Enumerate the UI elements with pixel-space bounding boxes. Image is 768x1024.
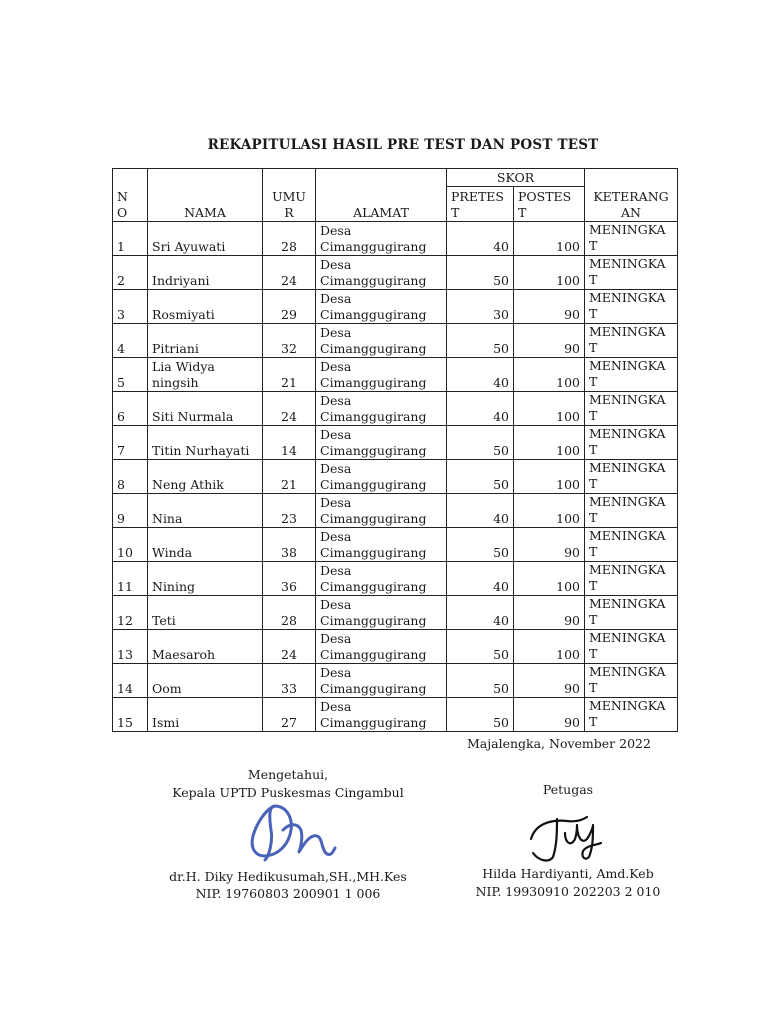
- cell-pretest: 50: [447, 528, 514, 562]
- left-signature-mark: [245, 800, 337, 864]
- cell-nama: Pitriani: [148, 324, 263, 358]
- cell-pretest: 50: [447, 630, 514, 664]
- cell-posttest: 100: [514, 494, 585, 528]
- cell-no: 1: [113, 222, 148, 256]
- table-row: [113, 562, 678, 596]
- cell-alamat: Desa Cimanggugirang: [316, 664, 447, 698]
- cell-nama: Sri Ayuwati: [148, 222, 263, 256]
- rekap-table: [112, 168, 678, 732]
- cell-alamat: Desa Cimanggugirang: [316, 290, 447, 324]
- cell-posttest: 100: [514, 358, 585, 392]
- cell-pretest: 50: [447, 460, 514, 494]
- right-sig-line1: Petugas: [542, 782, 594, 797]
- cell-nama: Siti Nurmala: [148, 392, 263, 426]
- cell-keterangan: MENINGKA T: [585, 698, 678, 732]
- table-row: [113, 494, 678, 528]
- cell-nama: Nining: [148, 562, 263, 596]
- cell-pretest: 40: [447, 562, 514, 596]
- cell-umur: 24: [263, 256, 316, 290]
- cell-posttest: 100: [514, 562, 585, 596]
- cell-no: 11: [113, 562, 148, 596]
- cell-umur: 38: [263, 528, 316, 562]
- cell-nama: Winda: [148, 528, 263, 562]
- cell-no: 15: [113, 698, 148, 732]
- cell-alamat: Desa Cimanggugirang: [316, 256, 447, 290]
- cell-nama: Oom: [148, 664, 263, 698]
- header-umur: UMU R: [263, 169, 316, 222]
- left-sig-line1: Mengetahui,: [247, 767, 329, 782]
- cell-posttest: 100: [514, 392, 585, 426]
- table-row: [113, 596, 678, 630]
- cell-no: 9: [113, 494, 148, 528]
- cell-no: 7: [113, 426, 148, 460]
- cell-umur: 28: [263, 596, 316, 630]
- cell-posttest: 90: [514, 324, 585, 358]
- cell-keterangan: MENINGKA T: [585, 528, 678, 562]
- cell-pretest: 40: [447, 494, 514, 528]
- cell-pretest: 50: [447, 426, 514, 460]
- cell-no: 2: [113, 256, 148, 290]
- cell-posttest: 90: [514, 596, 585, 630]
- cell-keterangan: MENINGKA T: [585, 562, 678, 596]
- cell-alamat: Desa Cimanggugirang: [316, 324, 447, 358]
- cell-nama: Teti: [148, 596, 263, 630]
- cell-posttest: 90: [514, 528, 585, 562]
- cell-umur: 27: [263, 698, 316, 732]
- header-no: N O: [113, 169, 148, 222]
- cell-no: 12: [113, 596, 148, 630]
- table-row: [113, 358, 678, 392]
- table-row: [113, 664, 678, 698]
- header-alamat: ALAMAT: [316, 169, 447, 222]
- header-nama: NAMA: [148, 169, 263, 222]
- cell-umur: 28: [263, 222, 316, 256]
- table-row: [113, 426, 678, 460]
- table-row: [113, 698, 678, 732]
- table-row: [113, 528, 678, 562]
- cell-alamat: Desa Cimanggugirang: [316, 630, 447, 664]
- cell-keterangan: MENINGKA T: [585, 256, 678, 290]
- cell-nama: Neng Athik: [148, 460, 263, 494]
- cell-no: 4: [113, 324, 148, 358]
- cell-umur: 21: [263, 358, 316, 392]
- header-posttest: POSTES T: [514, 187, 585, 222]
- cell-pretest: 40: [447, 222, 514, 256]
- right-signature-mark: [527, 805, 603, 865]
- cell-umur: 23: [263, 494, 316, 528]
- cell-nama: Lia Widya ningsih: [148, 358, 263, 392]
- cell-keterangan: MENINGKA T: [585, 664, 678, 698]
- cell-posttest: 100: [514, 426, 585, 460]
- cell-alamat: Desa Cimanggugirang: [316, 562, 447, 596]
- table-row: [113, 256, 678, 290]
- table-row: [113, 290, 678, 324]
- cell-pretest: 50: [447, 256, 514, 290]
- cell-pretest: 40: [447, 596, 514, 630]
- header-pretest: PRETES T: [447, 187, 514, 222]
- cell-pretest: 30: [447, 290, 514, 324]
- cell-keterangan: MENINGKA T: [585, 290, 678, 324]
- cell-keterangan: MENINGKA T: [585, 222, 678, 256]
- left-sig-nip: NIP. 19760803 200901 1 006: [195, 886, 381, 901]
- table-row: [113, 324, 678, 358]
- header-keterangan: KETERANG AN: [585, 169, 678, 222]
- cell-alamat: Desa Cimanggugirang: [316, 698, 447, 732]
- cell-nama: Indriyani: [148, 256, 263, 290]
- cell-keterangan: MENINGKA T: [585, 324, 678, 358]
- cell-umur: 21: [263, 460, 316, 494]
- cell-alamat: Desa Cimanggugirang: [316, 494, 447, 528]
- cell-alamat: Desa Cimanggugirang: [316, 358, 447, 392]
- cell-alamat: Desa Cimanggugirang: [316, 222, 447, 256]
- cell-umur: 24: [263, 630, 316, 664]
- cell-umur: 24: [263, 392, 316, 426]
- cell-keterangan: MENINGKA T: [585, 426, 678, 460]
- right-sig-nip: NIP. 19930910 202203 2 010: [475, 884, 661, 899]
- cell-posttest: 90: [514, 698, 585, 732]
- document-title: REKAPITULASI HASIL PRE TEST DAN POST TEST: [207, 137, 599, 153]
- cell-alamat: Desa Cimanggugirang: [316, 528, 447, 562]
- cell-alamat: Desa Cimanggugirang: [316, 392, 447, 426]
- cell-nama: Maesaroh: [148, 630, 263, 664]
- cell-keterangan: MENINGKA T: [585, 358, 678, 392]
- cell-umur: 36: [263, 562, 316, 596]
- cell-nama: Rosmiyati: [148, 290, 263, 324]
- cell-posttest: 100: [514, 630, 585, 664]
- cell-nama: Ismi: [148, 698, 263, 732]
- cell-umur: 32: [263, 324, 316, 358]
- cell-no: 5: [113, 358, 148, 392]
- cell-posttest: 90: [514, 664, 585, 698]
- table-row: [113, 460, 678, 494]
- cell-no: 3: [113, 290, 148, 324]
- table-row: [113, 630, 678, 664]
- cell-keterangan: MENINGKA T: [585, 494, 678, 528]
- cell-alamat: Desa Cimanggugirang: [316, 596, 447, 630]
- cell-no: 10: [113, 528, 148, 562]
- cell-posttest: 100: [514, 222, 585, 256]
- cell-nama: Nina: [148, 494, 263, 528]
- table-row: [113, 392, 678, 426]
- left-sig-name: dr.H. Diky Hedikusumah,SH.,MH.Kes: [169, 869, 407, 884]
- cell-no: 6: [113, 392, 148, 426]
- cell-alamat: Desa Cimanggugirang: [316, 426, 447, 460]
- place-date: Majalengka, November 2022: [467, 736, 651, 751]
- cell-no: 14: [113, 664, 148, 698]
- cell-umur: 29: [263, 290, 316, 324]
- cell-no: 13: [113, 630, 148, 664]
- cell-no: 8: [113, 460, 148, 494]
- cell-posttest: 90: [514, 290, 585, 324]
- right-sig-name: Hilda Hardiyanti, Amd.Keb: [482, 866, 654, 881]
- cell-posttest: 100: [514, 256, 585, 290]
- cell-alamat: Desa Cimanggugirang: [316, 460, 447, 494]
- cell-keterangan: MENINGKA T: [585, 596, 678, 630]
- cell-posttest: 100: [514, 460, 585, 494]
- cell-pretest: 50: [447, 664, 514, 698]
- cell-keterangan: MENINGKA T: [585, 460, 678, 494]
- left-sig-line2: Kepala UPTD Puskesmas Cingambul: [172, 785, 404, 800]
- cell-keterangan: MENINGKA T: [585, 392, 678, 426]
- cell-umur: 33: [263, 664, 316, 698]
- cell-pretest: 50: [447, 698, 514, 732]
- cell-nama: Titin Nurhayati: [148, 426, 263, 460]
- table-row: [113, 222, 678, 256]
- header-skor: SKOR: [447, 169, 585, 187]
- cell-pretest: 40: [447, 358, 514, 392]
- cell-pretest: 40: [447, 392, 514, 426]
- cell-pretest: 50: [447, 324, 514, 358]
- cell-umur: 14: [263, 426, 316, 460]
- cell-keterangan: MENINGKA T: [585, 630, 678, 664]
